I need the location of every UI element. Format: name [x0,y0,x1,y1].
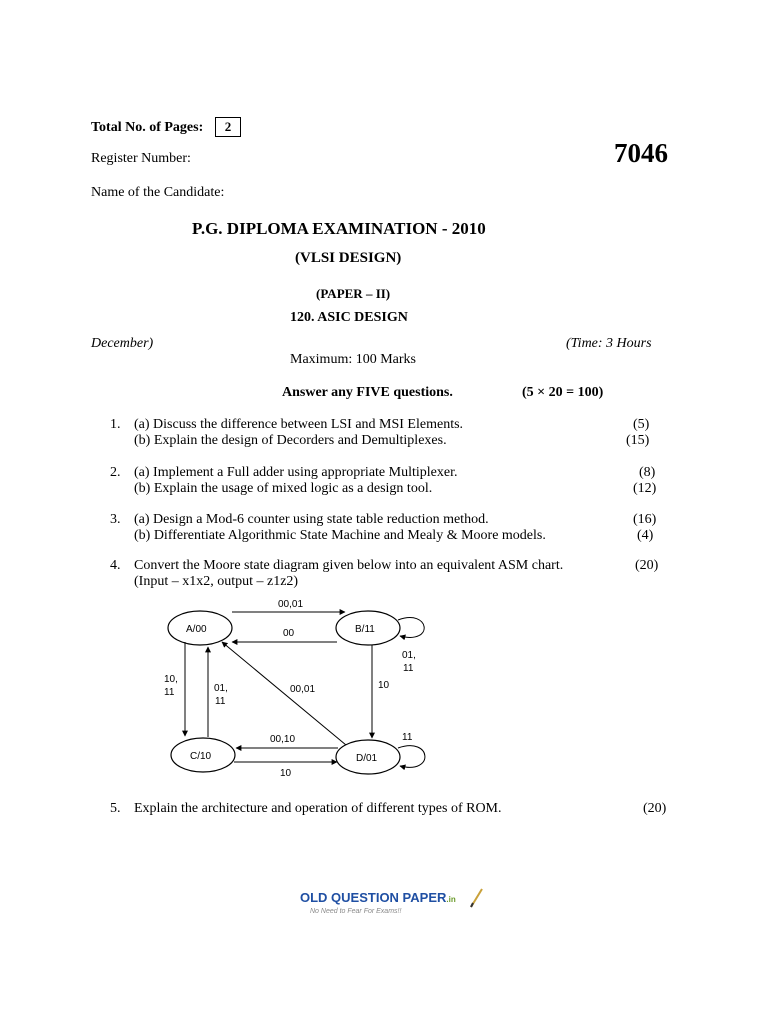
question-number: 2. [110,465,121,480]
total-pages-value: 2 [215,117,241,137]
edge-c-to-a-label: 11 [215,696,226,707]
paper-number: (PAPER – II) [316,286,391,301]
state-c-label: C/10 [190,751,212,762]
question-number: 4. [110,558,121,573]
edge-d-to-a-label: 00,01 [290,684,316,695]
edge-a-to-c-label: 10, [164,674,178,685]
edge-d-to-c-label: 00,10 [270,734,296,745]
state-d-label: D/01 [356,753,378,764]
site-logo[interactable] [300,889,456,915]
state-b-label: B/11 [355,624,375,635]
exam-month: December) [91,336,154,351]
question-part-marks: (20) [635,558,659,573]
question-part-marks: (8) [639,465,656,480]
edge-d-self-label: 11 [402,732,413,743]
edge-b-self-loop [398,618,424,638]
edge-b-self-label: 11 [403,663,414,674]
exam-title: P.G. DIPLOMA EXAMINATION - 2010 [192,219,486,238]
question-part-marks: (15) [626,433,650,448]
question-part-text: (a) Design a Mod-6 counter using state table reduction method. [134,512,489,527]
question-number: 1. [110,417,121,432]
edge-b-to-a-label: 00 [283,628,295,639]
edge-b-to-d-label: 10 [378,680,390,691]
total-pages-label: Total No. of Pages: [91,120,204,135]
question-part-marks: (16) [633,512,657,527]
question-part-text: Convert the Moore state diagram given below into an equivalent ASM chart. [134,558,564,573]
logo-suffix: .in [446,895,456,904]
register-number-label: Register Number: [91,151,191,166]
question-number: 5. [110,801,121,816]
candidate-name-label: Name of the Candidate: [91,185,225,200]
question-part-text: (Input – x1x2, output – z1z2) [134,574,299,589]
edge-a-to-c-label: 11 [164,687,175,698]
question-part-marks: (5) [633,417,650,432]
question-part-marks: (20) [643,801,667,816]
edge-d-to-a [222,642,346,745]
edge-b-self-label: 01, [402,650,416,661]
state-a-label: A/00 [186,624,207,635]
question-part-text: Explain the architecture and operation of different types of ROM. [134,801,502,816]
edge-d-self-loop [398,746,425,768]
moore-state-diagram [150,590,450,790]
logo-text: OLD QUESTION PAPER [300,890,447,905]
question-number: 3. [110,512,121,527]
question-part-text: (b) Explain the usage of mixed logic as a design tool. [134,481,433,496]
question-part-marks: (12) [633,481,657,496]
exam-time: (Time: 3 Hours [566,336,652,351]
question-part-marks: (4) [637,528,654,543]
instruction: Answer any FIVE questions. [282,385,453,400]
question-part-text: (b) Explain the design of Decorders and Demultiplexes. [134,433,447,448]
edge-a-to-b-label: 00,01 [278,599,304,610]
program-name: (VLSI DESIGN) [295,250,402,266]
edge-c-to-a-label: 01, [214,683,228,694]
logo-tagline: No Need to Fear For Exams!! [310,908,402,915]
instruction-marks: (5 × 20 = 100) [522,385,604,400]
max-marks: Maximum: 100 Marks [290,352,416,367]
question-part-text: (b) Differentiate Algorithmic State Machine and Mealy & Moore models. [134,528,546,543]
paper-code: 7046 [614,138,668,168]
question-part-text: (a) Discuss the difference between LSI and MSI Elements. [134,417,464,432]
edge-c-to-d-label: 10 [280,768,292,779]
question-part-text: (a) Implement a Full adder using appropriate Multiplexer. [134,465,458,480]
pen-icon [468,887,484,909]
subject-title: 120. ASIC DESIGN [290,310,408,325]
